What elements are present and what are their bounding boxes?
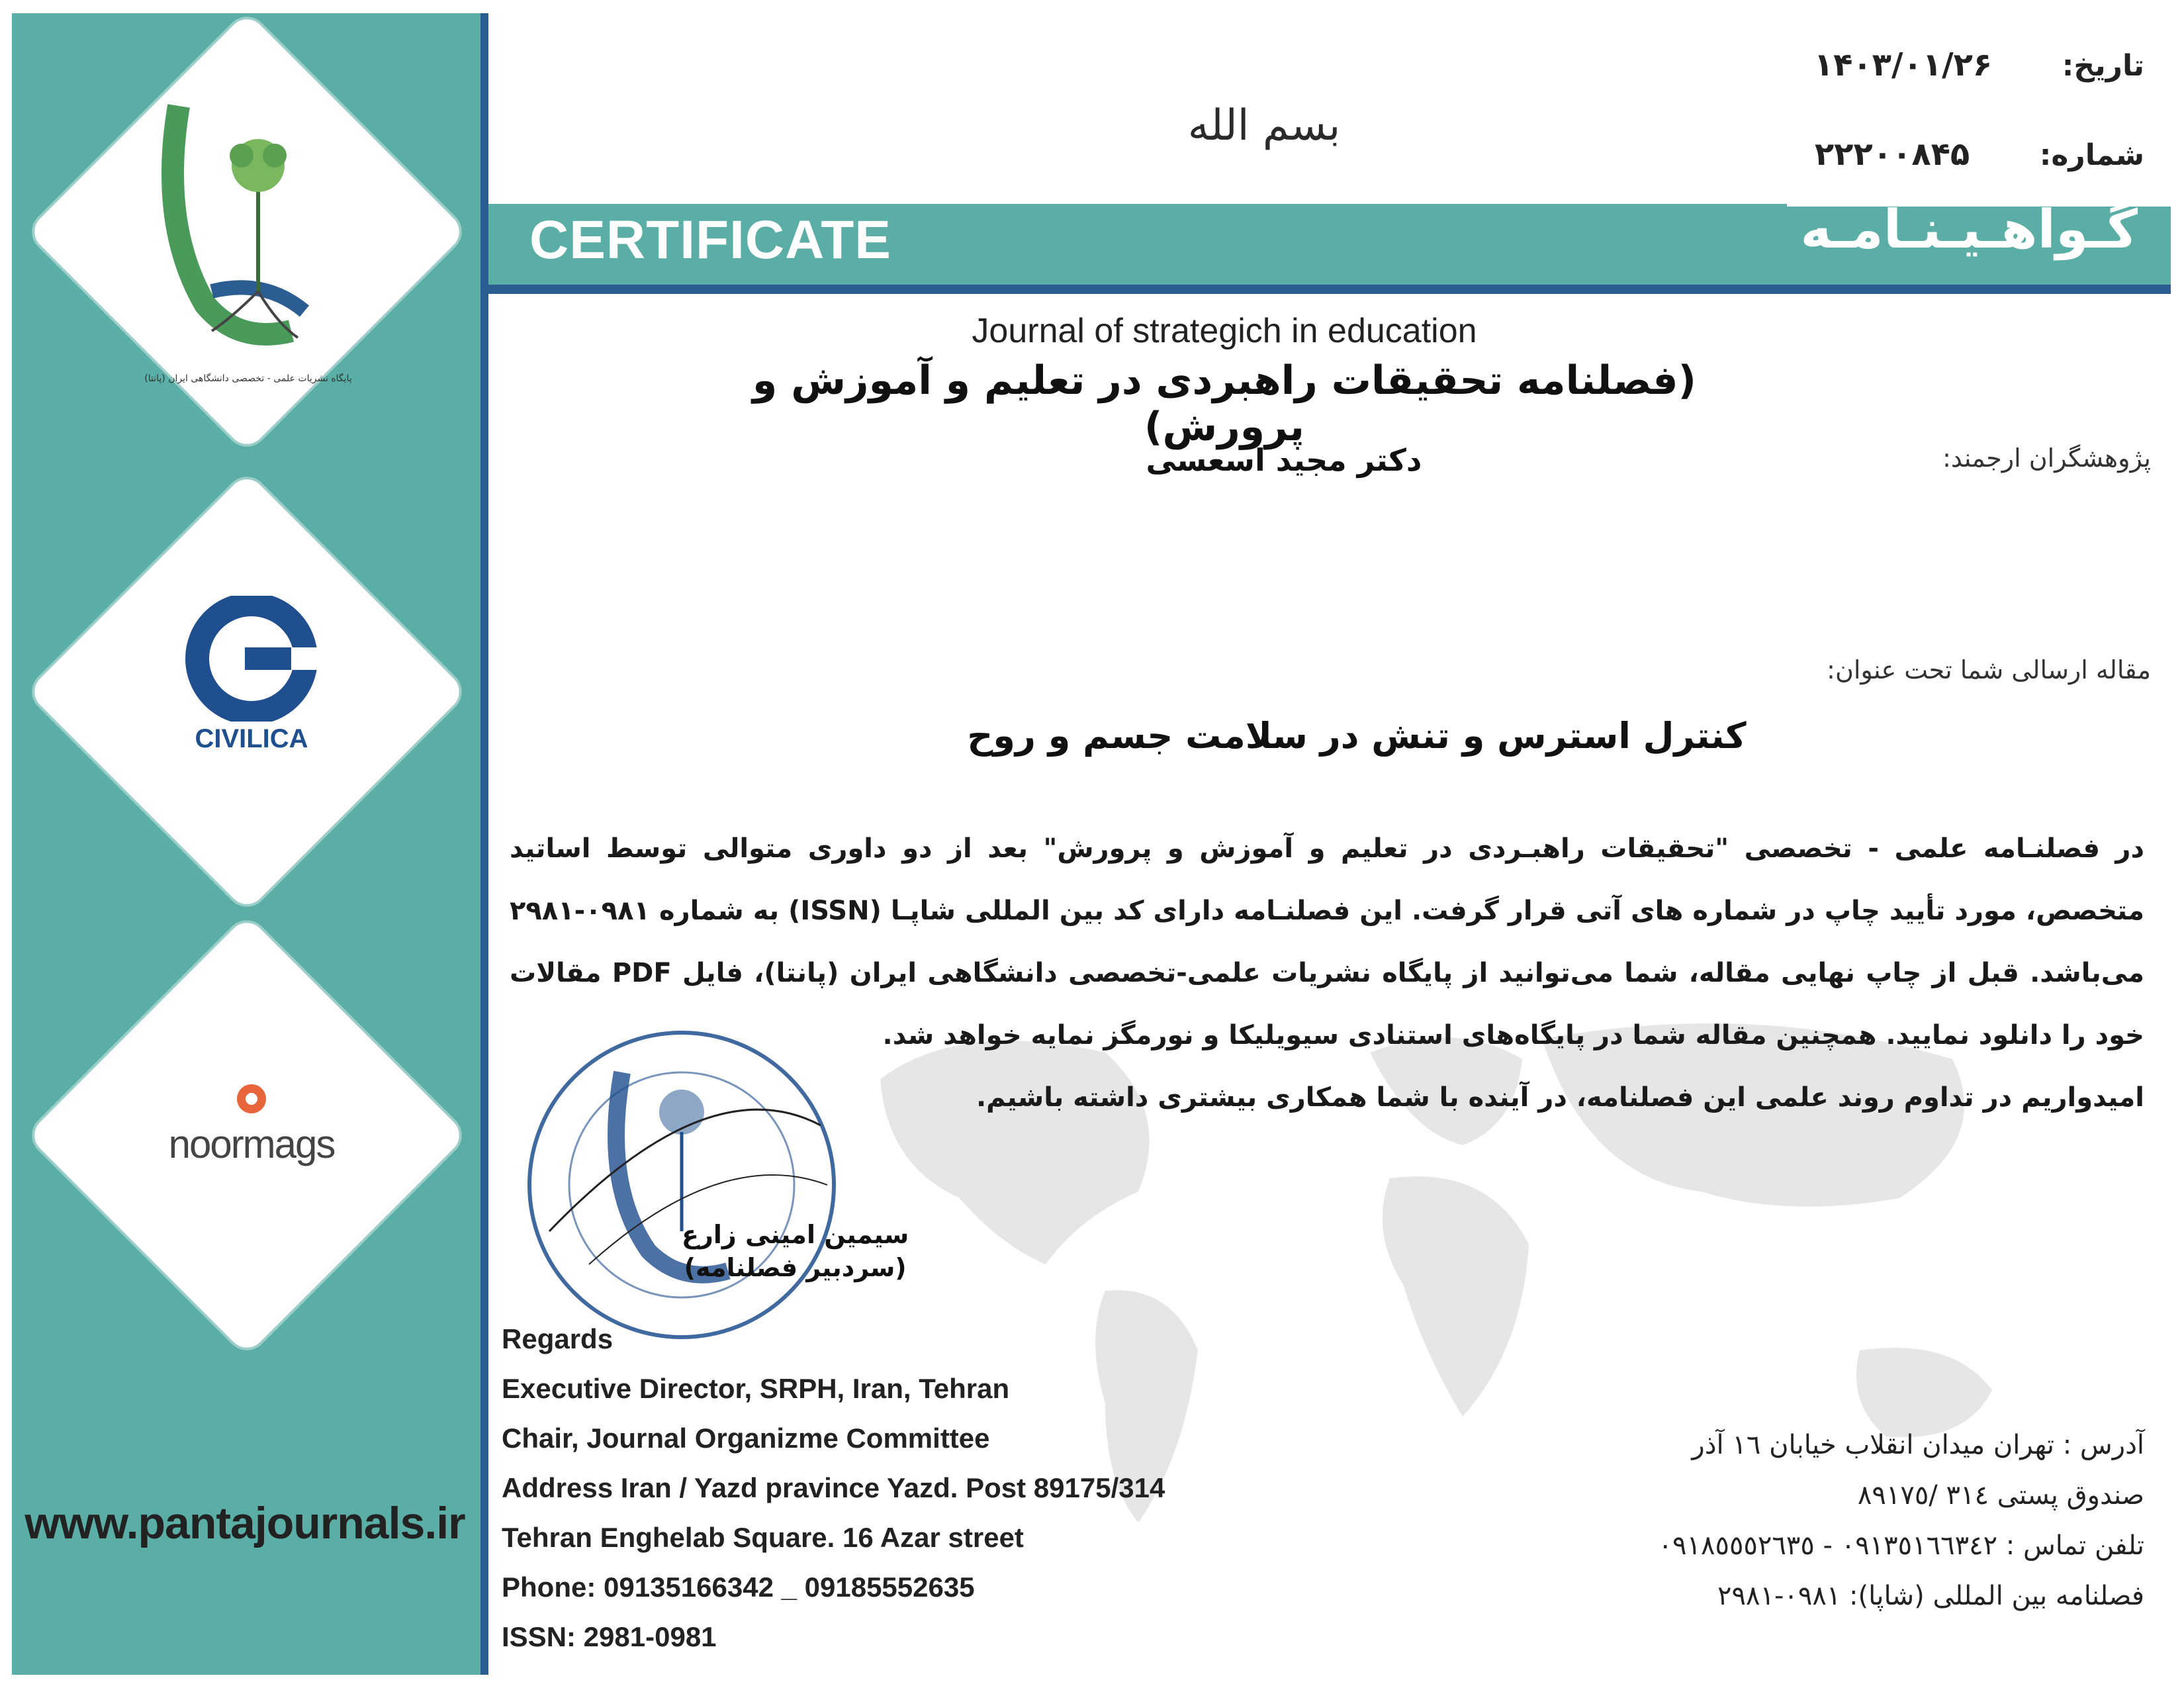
address-line: آدرس : تهران میدان انقلاب خیابان ١٦ آذر (1692, 1430, 2144, 1460)
noormags-flower-icon (232, 1079, 271, 1119)
civilica-c-icon (146, 596, 357, 722)
noormags-logo (132, 1079, 371, 1211)
body-paragraph-2: امیدواریم در تداوم روند علمی این فصلنامه، در آینده با شما همکاری بیشتری داشته باشیم. (976, 1082, 2144, 1113)
regards-line: Executive Director, SRPH, Iran, Tehran (502, 1373, 1010, 1404)
recipient-name: دکتر مجید اسعسی (1146, 442, 1422, 478)
date-row (1747, 46, 2144, 83)
signer-name: سیمین امینی زارع (682, 1220, 909, 1249)
certificate-title-fa: گـواهـیـنـامـه (1800, 199, 2138, 260)
number-label: شماره: (2039, 138, 2144, 172)
body-paragraph-1: در فصلنـامه علمی - تخصصی "تحقیقات راهبـردی در تعلیم و آموزش و پرورش" بعد از دو داوری متوالی توسط اساتید متخصص، مورد تأیید چاپ در شماره های آتی قرار گرفت. این فصلنـامه دارای کد بین المللی شاپـا (ISSN) به شماره ۰۹۸۱-۲۹۸۱ می‌باشد. قبل از چاپ نهایی مقاله، شما می‌توانید از پایگاه نشریات علمی-تخصصی دانشگاهی ایران (پانتا)، فایل PDF مقالات خود را دانلود نمایید. همچنین مقاله شما در پایگاه‌های استنادی سیویلیکا و نورمگز نمایه خواهد شد. (510, 833, 2144, 1051)
address-line: تلفن تماس : ٠٩١٣٥١٦٦٣٤٢ - ٠٩١٨٥٥٥٢٦٣٥ (1658, 1530, 2144, 1561)
number-value: ۲۲۲۰۰۸۴۵ (1814, 136, 1970, 173)
journal-stamp (510, 1013, 854, 1357)
recipient-label: پژوهشگران ارجمند: (1942, 444, 2151, 473)
address-line: صندوق پستی ٣١٤ /٨٩١٧٥ (1857, 1480, 2144, 1511)
regards-line: ISSN: 2981-0981 (502, 1621, 717, 1652)
address-block-fa (1659, 1420, 2144, 1621)
article-label: مقاله ارسالی شما تحت عنوان: (1827, 655, 2151, 684)
regards-block (502, 1314, 1165, 1662)
website-url[interactable]: www.pantajournals.ir (24, 1498, 465, 1548)
date-value: ۱۴۰۳/۰۱/۲۶ (1813, 46, 1993, 83)
certificate-title-en: CERTIFICATE (529, 210, 892, 270)
sidebar-divider (480, 13, 488, 1675)
civilica-logo-text: CIVILICA (195, 724, 308, 753)
regards-line: Regards (502, 1323, 614, 1354)
regards-line: Address Iran / Yazd pravince Yazd. Post 89175/314 (502, 1472, 1165, 1503)
signature-block (682, 1218, 909, 1284)
signer-role: (سردبیر فصلنامه) (684, 1253, 907, 1282)
date-label: تاریخ: (2062, 49, 2144, 83)
address-line: فصلنامه بین المللی (شاپا): ٠٩٨١-٢٩٨١ (1717, 1581, 2144, 1611)
regards-line: Tehran Enghelab Square. 16 Azar street (502, 1522, 1024, 1553)
civilica-logo (146, 596, 357, 768)
certificate-band-underline (488, 285, 2171, 294)
panta-logo-caption: پایگاه نشریات علمی - تخصصی دانشگاهی ایران (پانتا) (144, 373, 352, 384)
panta-tree-icon (132, 93, 364, 371)
regards-line: Chair, Journal Organizme Committee (502, 1423, 990, 1454)
basmala-calligraphy: بسم الله (1187, 101, 1341, 150)
noormags-logo-text: noormags (168, 1122, 335, 1166)
journal-name-en: Journal of strategich in education (972, 312, 1477, 350)
journal-name-fa: (فصلنامه تحقیقات راهبردی در تعلیم و آموزش و پرورش) (752, 357, 1696, 450)
panta-journals-logo (132, 93, 364, 391)
regards-line: Phone: 09135166342 _ 09185552635 (502, 1571, 975, 1603)
article-title: کنترل استرس و تنش در سلامت جسم و روح (967, 715, 1747, 757)
number-row (1747, 136, 2144, 173)
